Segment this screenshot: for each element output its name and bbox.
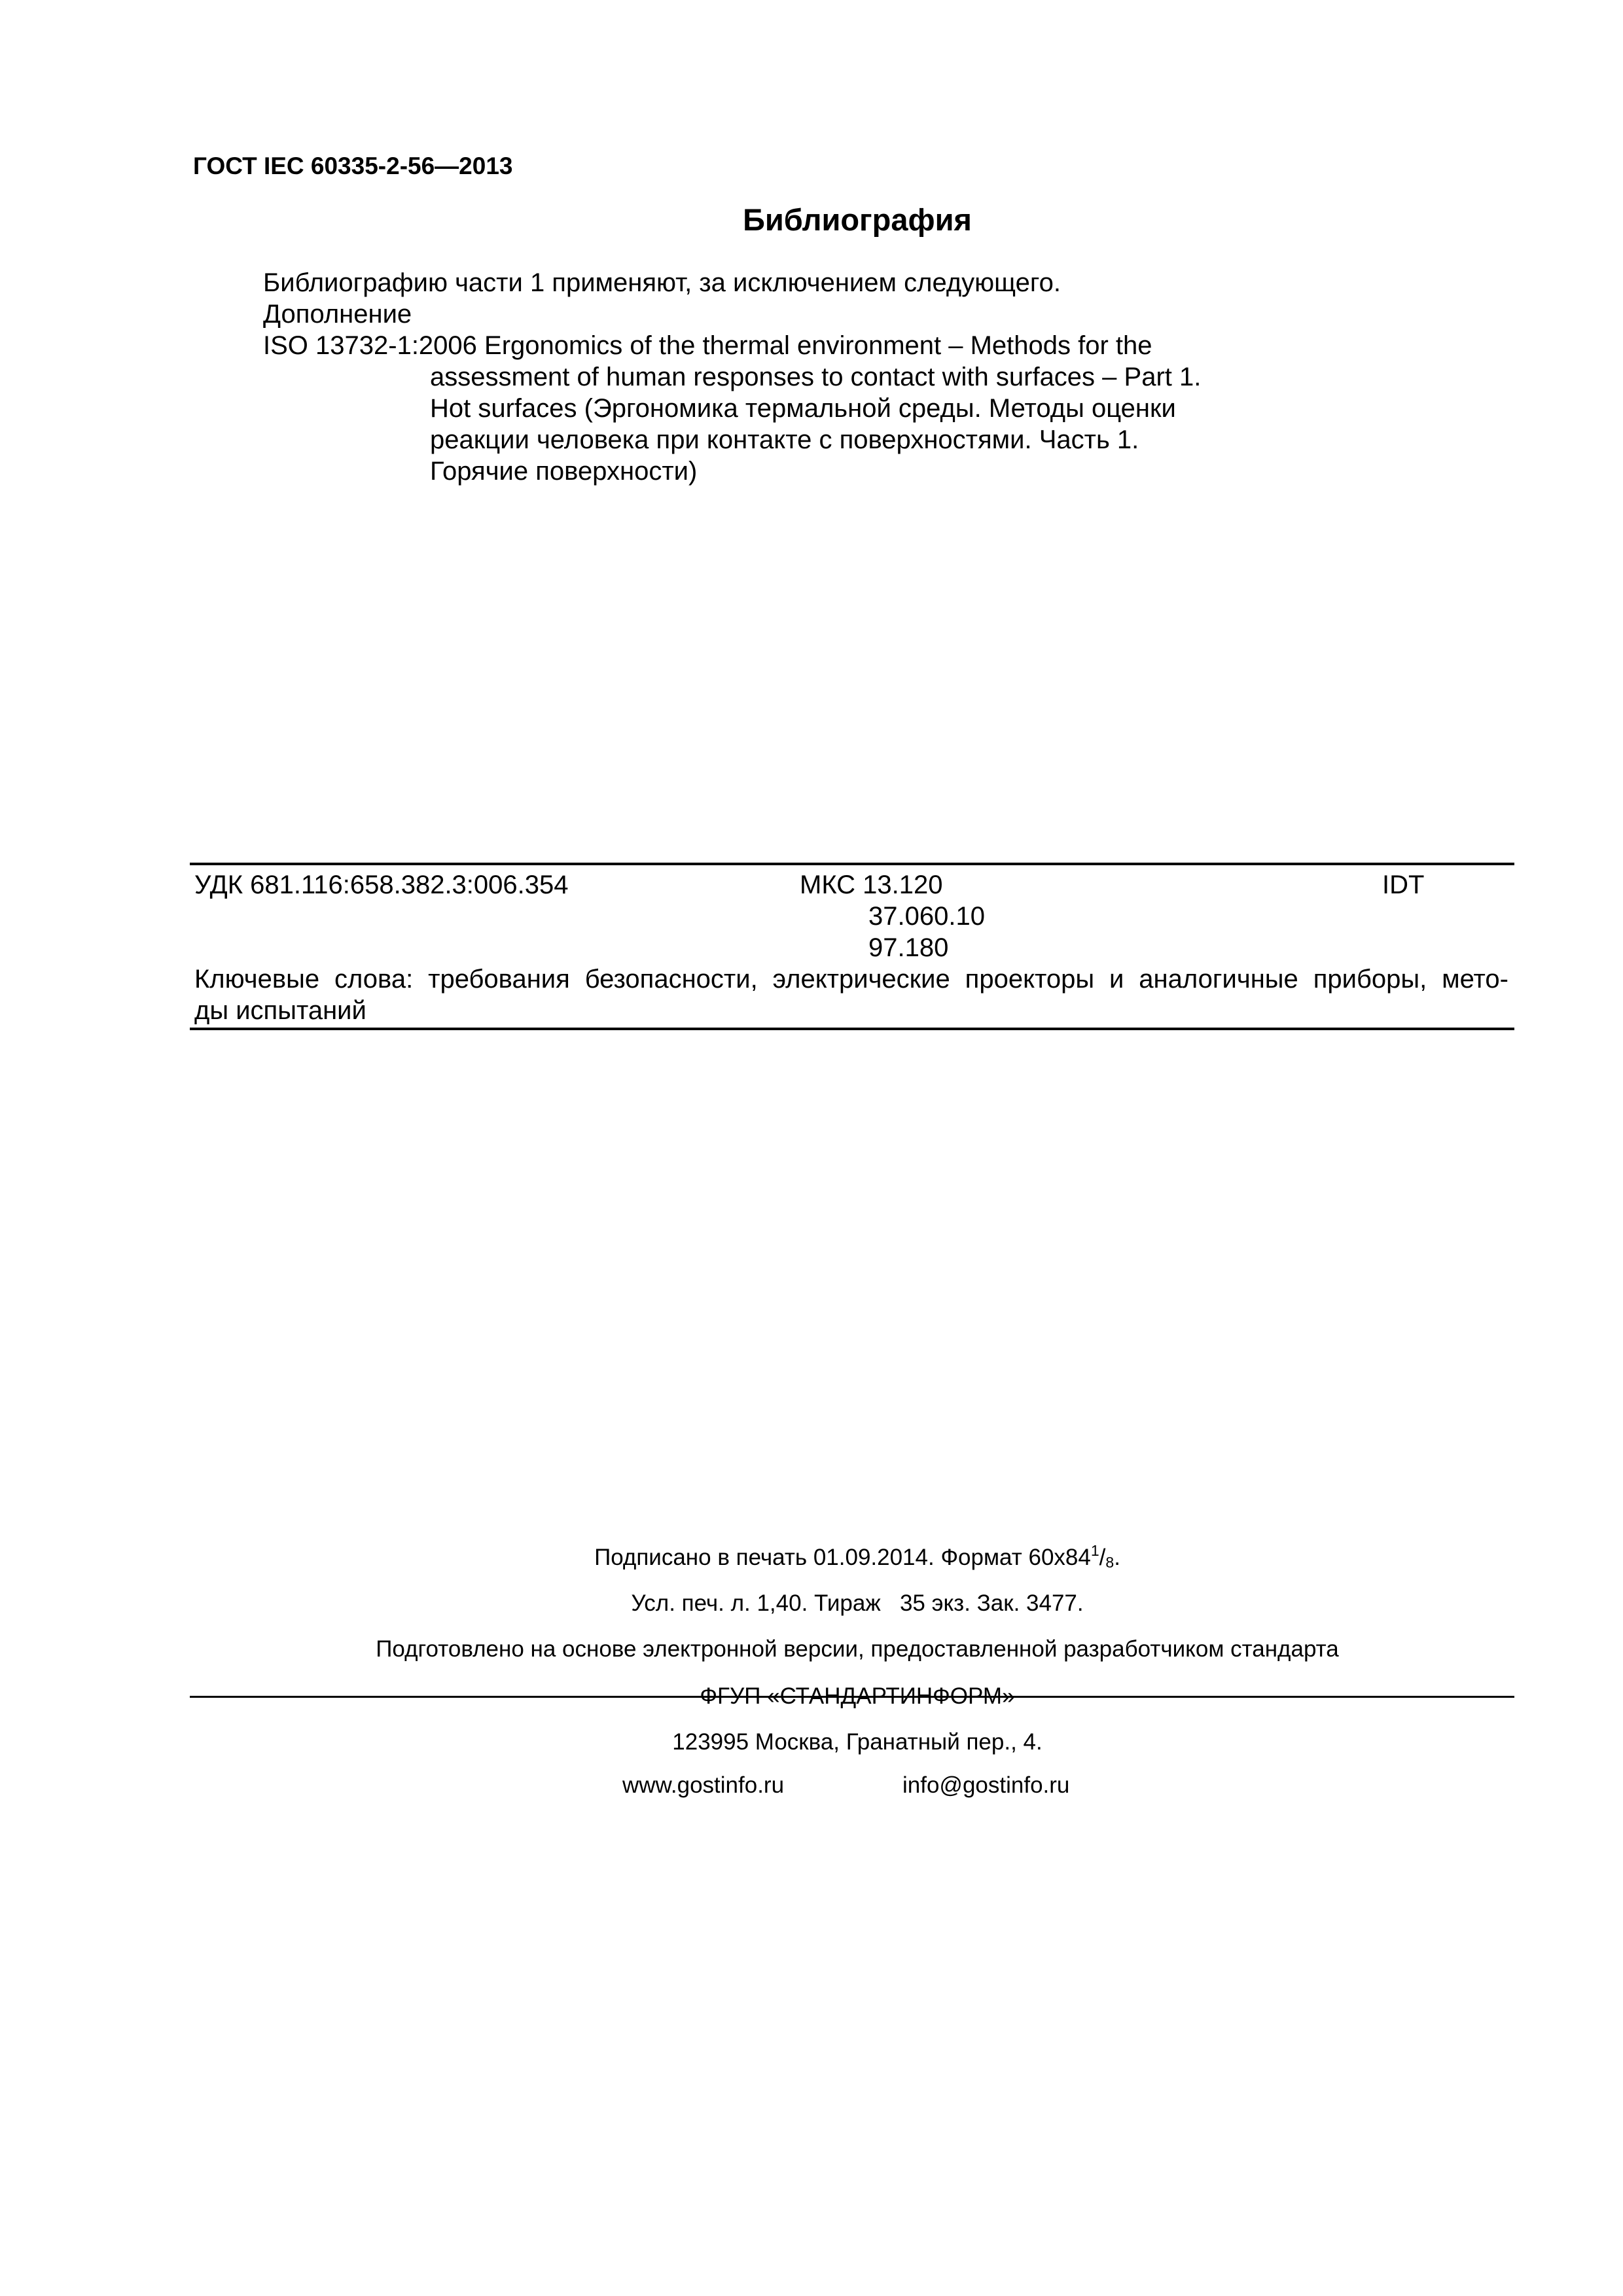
publisher-name: ФГУП «СТАНДАРТИНФОРМ» — [700, 1683, 1015, 1709]
print-info: Усл. печ. л. 1,40. Тираж 35 экз. Зак. 3477. — [631, 1590, 1084, 1616]
format-end: . — [1114, 1545, 1120, 1570]
format-numerator: 1 — [1090, 1542, 1099, 1559]
bibliography-reference-line: ISO 13732-1:2006 Ergonomics of the thermal environment – Methods for the — [263, 331, 1152, 360]
publisher-email-link[interactable]: info@gostinfo.ru — [902, 1772, 1070, 1798]
bibliography-title: Библиография — [743, 202, 972, 237]
bibliography-reference-line: Горячие поверхности) — [430, 457, 698, 486]
bibliography-reference-continuation — [430, 361, 1201, 487]
idt-marker: IDT — [1382, 870, 1425, 899]
signed-for-print — [0, 1542, 1623, 1571]
signed-for-print-text: Подписано в печать 01.09.2014. Формат 60х84 — [594, 1545, 1091, 1570]
keywords-line: ды испытаний — [194, 996, 366, 1025]
mks-code-extra: 97.180 — [868, 933, 949, 962]
bibliography-reference-line: assessment of human responses to contact with surfaces – Part 1. — [430, 363, 1202, 391]
classification-top-rule — [190, 863, 1514, 865]
mks-code: МКС 13.120 — [800, 870, 943, 899]
format-denominator: 8 — [1105, 1554, 1115, 1571]
mks-code-extra: 37.060.10 — [868, 902, 985, 931]
prepared-note: Подготовлено на основе электронной версии, предоставленной разработчиком стандарта — [376, 1636, 1339, 1662]
udk-code: УДК 681.116:658.382.3:006.354 — [194, 870, 569, 899]
bibliography-intro: Библиографию части 1 применяют, за исключением следующего. — [263, 268, 1061, 297]
publisher-website-link[interactable]: www.gostinfo.ru — [622, 1772, 785, 1798]
publisher-address: 123995 Москва, Гранатный пер., 4. — [672, 1729, 1043, 1755]
document-code: ГОСТ IEC 60335-2-56—2013 — [193, 152, 513, 179]
bibliography-addition-label: Дополнение — [263, 300, 412, 329]
format-separator: / — [1099, 1545, 1106, 1570]
keywords-line: Ключевые слова: требования безопасности, электрические проекторы и аналогичные приборы, мето- — [194, 965, 1508, 994]
bibliography-reference-line: Hot surfaces (Эргономика термальной среды. Методы оценки — [430, 394, 1176, 423]
classification-bottom-rule — [190, 1028, 1514, 1030]
bibliography-reference-line: реакции человека при контакте с поверхностями. Часть 1. — [430, 425, 1139, 454]
